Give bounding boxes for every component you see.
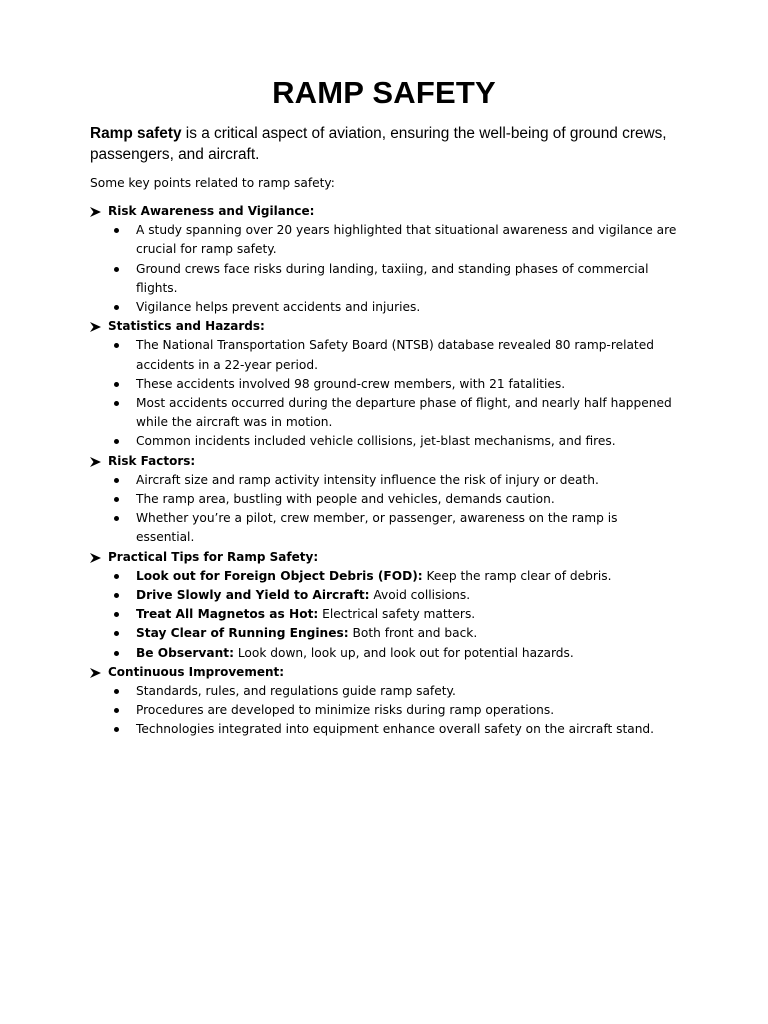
list-item-label: Be Observant: xyxy=(136,645,234,660)
arrowhead-bullet-icon xyxy=(90,668,101,678)
list-item xyxy=(90,701,690,720)
intro-paragraph xyxy=(90,123,690,165)
arrowhead-bullet-icon xyxy=(90,322,101,332)
list-item-text: Vigilance helps prevent accidents and injuries. xyxy=(136,300,421,315)
document-title: RAMP SAFETY xyxy=(272,75,496,110)
section-heading-text: Risk Awareness and Vigilance: xyxy=(108,204,315,218)
round-bullet-icon xyxy=(114,382,119,387)
section-heading-text: Statistics and Hazards: xyxy=(108,319,265,334)
list-item-text: These accidents involved 98 ground-crew members, with 21 fatalities. xyxy=(136,376,566,391)
list-item-text: Avoid collisions. xyxy=(369,588,471,603)
round-bullet-icon xyxy=(114,574,119,579)
key-points-list xyxy=(90,202,690,740)
round-bullet-icon xyxy=(114,497,119,502)
list-item xyxy=(90,586,690,605)
list-item xyxy=(90,298,690,317)
round-bullet-icon xyxy=(114,593,119,598)
section-heading xyxy=(90,202,690,221)
section-heading xyxy=(90,317,690,336)
arrowhead-bullet-icon xyxy=(90,553,101,563)
list-item-text: Electrical safety matters. xyxy=(318,607,476,622)
list-item xyxy=(90,375,690,394)
section-heading-text: Continuous Improvement: xyxy=(108,664,285,679)
list-item-text: The National Transportation Safety Board (NTSB) database revealed 80 ramp-related accidents in a 22-year period. xyxy=(136,338,654,372)
list-item-label: Stay Clear of Running Engines: xyxy=(136,626,349,641)
list-item xyxy=(90,471,690,490)
list-item-text: The ramp area, bustling with people and vehicles, demands caution. xyxy=(136,492,555,507)
round-bullet-icon xyxy=(114,305,119,310)
bullet-list xyxy=(90,682,690,740)
round-bullet-icon xyxy=(114,516,119,521)
arrowhead-bullet-icon xyxy=(90,207,101,217)
list-item xyxy=(90,432,690,451)
section-heading xyxy=(90,452,690,471)
round-bullet-icon xyxy=(114,478,119,483)
list-item xyxy=(90,260,690,298)
bullet-list xyxy=(90,471,690,548)
list-item-text: Procedures are developed to minimize risks during ramp operations. xyxy=(136,703,555,718)
round-bullet-icon xyxy=(114,651,119,656)
list-item xyxy=(90,490,690,509)
list-item xyxy=(90,720,690,739)
round-bullet-icon xyxy=(114,631,119,636)
intro-text: is a critical aspect of aviation, ensuring the well-being of ground crews, passengers, and aircraft. xyxy=(90,125,667,163)
round-bullet-icon xyxy=(114,343,119,348)
section-heading xyxy=(90,548,690,567)
list-item-label: Drive Slowly and Yield to Aircraft: xyxy=(136,588,370,603)
list-item xyxy=(90,567,690,586)
round-bullet-icon xyxy=(114,439,119,444)
list-item xyxy=(90,221,690,259)
list-item xyxy=(90,509,690,547)
round-bullet-icon xyxy=(114,708,119,713)
list-item xyxy=(90,624,690,643)
round-bullet-icon xyxy=(114,267,119,272)
list-item-text: Aircraft size and ramp activity intensity influence the risk of injury or death. xyxy=(136,472,599,487)
list-item xyxy=(90,605,690,624)
list-item-text: Common incidents included vehicle collisions, jet-blast mechanisms, and fires. xyxy=(136,434,616,449)
round-bullet-icon xyxy=(114,612,119,617)
list-item-text: Look down, look up, and look out for potential hazards. xyxy=(233,645,574,660)
section-heading-text: Practical Tips for Ramp Safety: xyxy=(108,549,319,564)
section-heading-text: Risk Factors: xyxy=(108,453,196,468)
list-item xyxy=(90,682,690,701)
list-item-text: A study spanning over 20 years highlighted that situational awareness and vigilance are crucial for ramp safety. xyxy=(136,223,677,257)
list-item xyxy=(90,336,690,374)
round-bullet-icon xyxy=(114,228,119,233)
list-item-text: Technologies integrated into equipment enhance overall safety on the aircraft stand. xyxy=(136,722,655,737)
round-bullet-icon xyxy=(114,401,119,406)
arrowhead-bullet-icon xyxy=(90,457,101,467)
round-bullet-icon xyxy=(114,727,119,732)
section-heading xyxy=(90,663,690,682)
list-item-text: Keep the ramp clear of debris. xyxy=(422,568,612,583)
list-item xyxy=(90,394,690,432)
bullet-list xyxy=(90,336,690,451)
bullet-list xyxy=(90,567,690,663)
intro-lead-bold: Ramp safety xyxy=(90,125,182,142)
key-points-lead: Some key points related to ramp safety: xyxy=(90,176,335,190)
list-item-label: Look out for Foreign Object Debris (FOD): xyxy=(136,568,423,583)
list-item-text: Most accidents occurred during the departure phase of flight, and nearly half happened while the aircraft was in motion. xyxy=(136,396,672,430)
list-item-text: Whether you’re a pilot, crew member, or passenger, awareness on the ramp is essential. xyxy=(136,511,618,545)
list-item-text: Ground crews face risks during landing, taxiing, and standing phases of commercial flights. xyxy=(136,261,649,295)
list-item-text: Both front and back. xyxy=(348,626,478,641)
list-item-text: Standards, rules, and regulations guide ramp safety. xyxy=(136,684,456,699)
round-bullet-icon xyxy=(114,689,119,694)
list-item xyxy=(90,644,690,663)
list-item-label: Treat All Magnetos as Hot: xyxy=(136,607,319,622)
bullet-list xyxy=(90,221,690,317)
